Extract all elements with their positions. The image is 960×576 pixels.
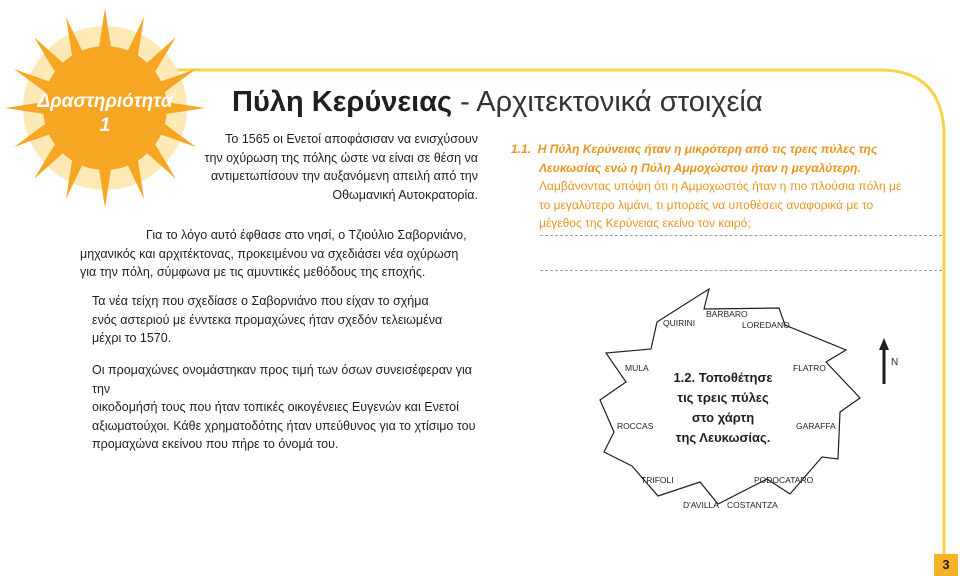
bastion-label-costantza: COSTANTZA xyxy=(727,500,778,510)
text-line: αξιωματούχοι. Κάθε χρηματοδότης ήταν υπεύθυνος για το χτίσιμο του xyxy=(92,418,476,433)
bastion-label-barbaro: BARBARO xyxy=(706,309,748,319)
text-line: ενός αστεριού με ένντεκα προμαχώνες ήταν σχεδόν τελειωμένα xyxy=(92,312,443,327)
question-text: το μεγαλύτερο λιμάνι, τι μπορείς να υποθέσεις αναφορικά με το xyxy=(539,197,874,212)
activity-label: Δραστηριότητα xyxy=(37,91,173,112)
answer-line[interactable] xyxy=(540,235,942,236)
text-line: Για το λόγο αυτό έφθασε στο νησί, ο Τζιούλιο Σαβορνιάνο, xyxy=(146,228,467,242)
text-line: στο χάρτη xyxy=(691,410,755,425)
text-line: προμαχώνα εκείνου που πήρε το όνομά του. xyxy=(92,437,339,451)
bastion-label-podocataro: PODOCATARO xyxy=(754,475,814,485)
bastion-label-trifoli: TRIFOLI xyxy=(641,475,674,485)
text-line: Οθωμανική Αυτοκρατορία. xyxy=(332,187,478,202)
page-title xyxy=(232,86,763,119)
question-text: Λαμβάνοντας υπόψη ότι η Αμμοχωστός ήταν η πιο πλούσια πόλη με xyxy=(539,179,902,193)
text-line: μέχρι το 1570. xyxy=(92,331,172,345)
bastion-label-roccas: ROCCAS xyxy=(617,421,654,431)
page-title-main: Πύλη Κερύνειας xyxy=(232,86,453,118)
savorgnan-paragraph xyxy=(80,226,480,282)
page-number: 3 xyxy=(934,554,958,576)
text-line: αντιμετωπίσουν την αυξανόμενη απειλή από την xyxy=(210,169,478,183)
north-arrow-icon xyxy=(879,338,889,384)
answer-line[interactable] xyxy=(540,270,942,271)
text-line: 1.2. Τοποθέτησε xyxy=(673,370,773,385)
question-1-1 xyxy=(511,140,931,233)
bastion-label-garaffa: GARAFFA xyxy=(796,421,836,431)
question-text: Η Πύλη Κερύνειας ήταν η μικρότερη από τις τρεις πύλες της xyxy=(537,142,878,156)
bastion-label-davilla: D'AVILLA xyxy=(683,500,719,510)
text-line: οικοδομήσή τους που ήταν τοπικές οικογένειες Ευγενών και Ενετοί xyxy=(92,400,459,414)
question-number: 1.1. xyxy=(511,142,532,156)
text-line: μηχανικός και αρχιτέκτονας, προκειμένου να σχεδιάσει νέα οχύρωση xyxy=(80,246,459,261)
map-instruction xyxy=(668,368,778,448)
intro-paragraph xyxy=(196,130,478,204)
activity-badge xyxy=(30,90,180,138)
activity-number: 1 xyxy=(99,115,111,136)
bastion-label-flatro: FLATRO xyxy=(793,363,826,373)
text-line: τις τρεις πύλες xyxy=(677,390,769,405)
text-line: Το 1565 οι Ενετοί αποφάσισαν να ενισχύσουν xyxy=(225,132,478,146)
bastion-label-loredano: LOREDANO xyxy=(742,320,790,330)
page-title-subtitle: - Αρχιτεκτονικά στοιχεία xyxy=(452,86,763,118)
text-line: Τα νέα τείχη που σχεδίασε ο Σαβορνιάνο που είχαν το σχήμα xyxy=(92,294,429,308)
text-line: της Λευκωσίας. xyxy=(675,430,771,445)
bastion-label-quirini: QUIRINI xyxy=(663,318,696,328)
text-line: την οχύρωση της πόλης ώστε να είναι σε θέση να xyxy=(204,150,478,165)
walls-paragraph xyxy=(92,292,452,348)
bastions-paragraph xyxy=(92,361,492,454)
question-text: Λευκωσίας ενώ η Πύλη Αμμοχώστου ήταν η μεγαλύτερη. xyxy=(539,160,861,175)
question-text: μέγεθος της Κερύνειας εκείνο τον καιρό; xyxy=(539,216,751,230)
north-label: N xyxy=(891,357,899,368)
text-line: για την πόλη, σύμφωνα με τις αμυντικές μεθόδους της εποχής. xyxy=(80,265,426,279)
text-line: Οι προμαχώνες ονομάστηκαν προς τιμή των όσων συνεισέφεραν για την xyxy=(92,363,472,396)
bastion-label-mula: MULA xyxy=(625,363,649,373)
